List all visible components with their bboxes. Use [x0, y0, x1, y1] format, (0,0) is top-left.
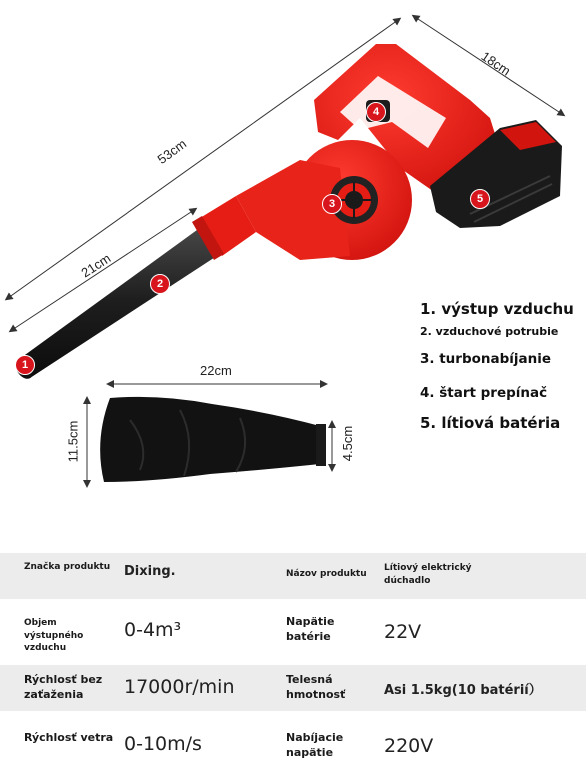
legend-item-4: 4. štart prepínač — [420, 385, 548, 402]
speed-label: Rýchlosť bez zaťaženia — [24, 673, 103, 701]
tube-dimension-label: 21cm — [78, 250, 114, 281]
badge-3: 3 — [322, 194, 342, 214]
weight-value: Asi 1.5kg(10 batérií） — [384, 683, 542, 698]
wind-label: Rýchlosť vetra — [24, 731, 114, 744]
brand-value: Dixing. — [124, 564, 176, 579]
voltage-label: Napätie batérie — [286, 615, 335, 643]
brand-label: Značka produktu — [24, 562, 111, 572]
dust-bag — [100, 397, 320, 482]
charge-value: 220V — [384, 735, 434, 757]
length-dimension-label: 53cm — [154, 136, 190, 167]
spec-row-brand — [0, 553, 586, 599]
air-tube — [18, 222, 226, 378]
legend-item-5: 5. lítiová batéria — [420, 414, 561, 433]
wind-value: 0-10m/s — [124, 733, 202, 755]
badge-4: 4 — [366, 102, 386, 122]
badge-2: 2 — [150, 274, 170, 294]
name-label: Názov produktu — [286, 569, 367, 579]
parts-legend — [420, 300, 580, 433]
spec-row-speed — [0, 665, 586, 711]
bag-height-label: 11.5cm — [65, 420, 81, 463]
badge-5: 5 — [470, 189, 490, 209]
weight-label: Telesná hmotnosť — [286, 673, 346, 701]
height-dimension-label: 18cm — [478, 48, 514, 79]
legend-item-2: 2. vzduchové potrubie — [420, 324, 559, 338]
legend-item-1: 1. výstup vzduchu — [420, 300, 574, 318]
spec-table — [0, 553, 586, 782]
bag-width-label: 22cm — [200, 363, 232, 378]
name-value: Lítiový elektrický dúchadlo — [384, 563, 472, 586]
bag-opening-label: 4.5cm — [340, 425, 356, 462]
volume-value: 0-4m³ — [124, 619, 182, 641]
spec-row-volume — [0, 599, 586, 665]
speed-value: 17000r/min — [124, 676, 235, 698]
volume-label: Objem výstupného vzduchu — [24, 618, 84, 654]
voltage-value: 22V — [384, 621, 422, 643]
legend-item-3: 3. turbonabíjanie — [420, 350, 552, 367]
badge-1: 1 — [15, 355, 35, 375]
spec-row-wind — [0, 711, 586, 782]
charge-label: Nabíjacie napätie — [286, 731, 344, 759]
